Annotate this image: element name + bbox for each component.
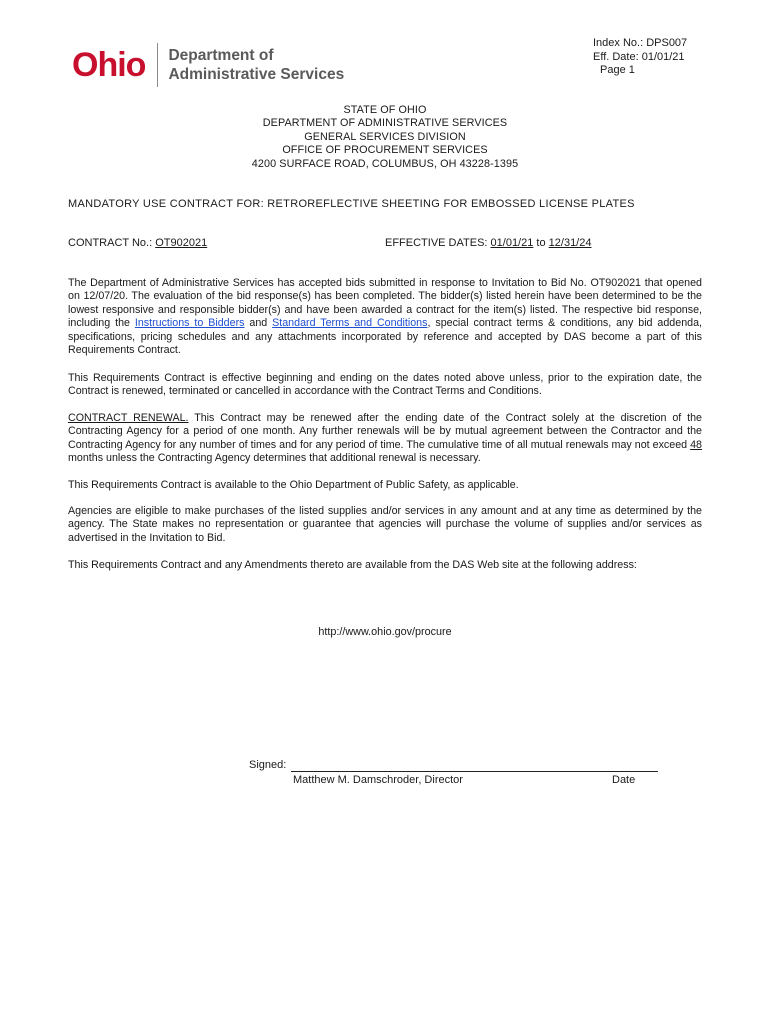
standard-terms-link[interactable]: Standard Terms and Conditions [272, 317, 428, 330]
paragraph-award-and: and [244, 317, 273, 330]
renewal-text-end: months unless the Contracting Agency determines that additional renewal is necessary. [68, 452, 481, 465]
effective-date: Eff. Date: 01/01/21 [593, 50, 685, 63]
agency-header [0, 104, 770, 171]
logo-ohio-wordmark: Ohio [72, 46, 146, 84]
effective-dates-label: EFFECTIVE DATES: [385, 237, 491, 249]
renewal-months: 48 [690, 438, 702, 451]
logo-dept-line2: Administrative Services [168, 66, 345, 83]
paragraph-award-text: The Department of Administrative Services has accepted bids submitted in response to Invitation to Bid No. OT902021 that opened on 12/07/20. The evaluation of the bid response(s) has been completed. The bidder(s) listed herein have been determined to be the lowest responsive and responsible bidder(s) and have been awarded a contract for the item(s) listed. The respective bid response, including the [68, 277, 702, 330]
paragraph-website: This Requirements Contract and any Amendments thereto are available from the DAS Web site at the following address: [68, 559, 637, 571]
mandatory-use-title: MANDATORY USE CONTRACT FOR: RETROREFLECTIVE SHEETING FOR EMBOSSED LICENSE PLATES [68, 198, 635, 210]
paragraph-renewal [68, 412, 702, 466]
effective-dates [385, 237, 591, 249]
paragraph-award-text-end: , special contract terms & conditions, any bid addenda, specifications, pricing schedules and any attachments incorporated by reference and accepted by DAS become a part of this Requirements Contract. [68, 317, 702, 357]
renewal-text: This Contract may be renewed after the ending date of the Contract solely at the discretion of the Contracting Agency for a period of one month. Any further renewals will be by mutual agreement between the Contractor and the Contracting Agency for any number of times and for any period of time. The cumulative time of all mutual renewals may not exceed [68, 412, 702, 451]
header-line-5: 4200 SURFACE ROAD, COLUMBUS, OH 43228-1395 [251, 157, 519, 170]
header-line-3: GENERAL SERVICES DIVISION [304, 130, 466, 143]
index-number: Index No.: DPS007 [593, 37, 688, 49]
ohio-das-logo [72, 42, 344, 88]
header-line-4: OFFICE OF PROCUREMENT SERVICES [282, 144, 488, 157]
logo-department-name [168, 46, 344, 84]
signature-date-label: Date [612, 774, 636, 786]
logo-divider [157, 43, 158, 87]
instructions-to-bidders-link[interactable]: Instructions to Bidders [134, 317, 245, 330]
renewal-heading: CONTRACT RENEWAL. [68, 412, 189, 424]
effective-end-date: 12/31/24 [548, 237, 592, 249]
paragraph-eligibility: Agencies are eligible to make purchases of the listed supplies and/or services in any amount and at any time as determined by the agency. The State makes no representation or guarantee that agencies will purchase the volume of supplies and/or services as advertised in the Invitation to Bid. [68, 505, 702, 544]
contract-number-label: CONTRACT No.: [68, 237, 156, 249]
paragraph-award [68, 277, 702, 357]
index-block [593, 37, 687, 78]
header-line-1: STATE OF OHIO [343, 104, 427, 116]
paragraph-effective: This Requirements Contract is effective beginning and ending on the dates noted above unless, prior to the expiration date, the Contract is renewed, terminated or cancelled in accordance with the Contract Terms and Conditions. [68, 372, 702, 398]
contract-number-value: OT902021 [155, 237, 208, 249]
procure-url[interactable]: http://www.ohio.gov/procure [318, 626, 452, 638]
director-name: Matthew M. Damschroder, Director [293, 774, 463, 786]
signature-line [291, 771, 658, 772]
effective-start-date: 01/01/21 [490, 237, 534, 249]
contract-number [68, 237, 207, 249]
effective-dates-to: to [533, 237, 549, 249]
header-line-2: DEPARTMENT OF ADMINISTRATIVE SERVICES [262, 117, 508, 130]
signed-label: Signed: [249, 759, 287, 771]
page-number: Page 1 [600, 64, 635, 76]
logo-dept-line1: Department of [168, 47, 274, 64]
paragraph-availability: This Requirements Contract is available to the Ohio Department of Public Safety, as applicable. [68, 479, 519, 491]
